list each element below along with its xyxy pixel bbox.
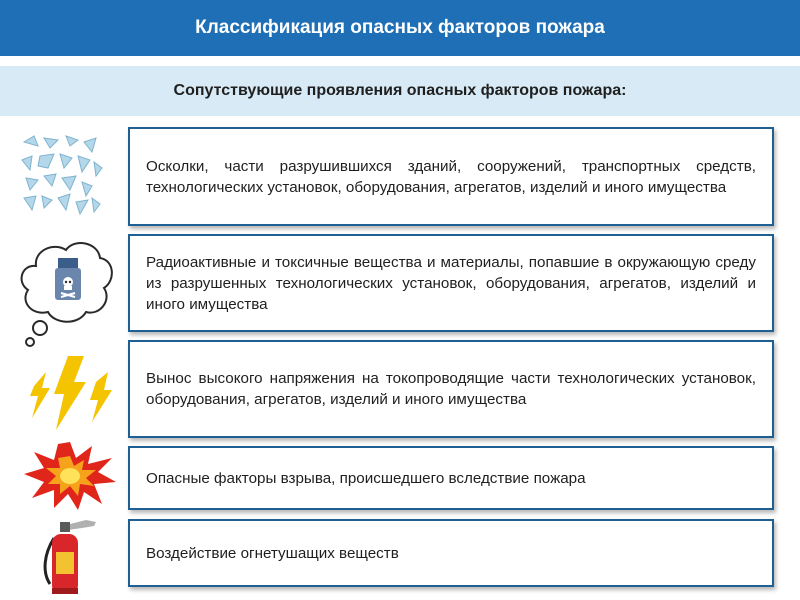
fire-extinguisher-icon [38, 514, 104, 596]
glass-shards-icon [20, 134, 104, 218]
list-item-text: Вынос высокого напряжения на токопроводящие части технологических установок, оборудования, агрегатов, изделий и иного имущества [146, 370, 756, 408]
list-item [128, 519, 774, 587]
section-header [0, 66, 800, 116]
list-item-text: Воздействие огнетушащих веществ [146, 544, 399, 562]
lightning-bolts-icon [26, 352, 116, 434]
list-item [128, 127, 774, 226]
explosion-icon [22, 440, 118, 512]
section-title: Сопутствующие проявления опасных факторов пожара: [173, 82, 627, 99]
list-item-text: Опасные факторы взрыва, происшедшего вследствие пожара [146, 469, 586, 487]
list-item [128, 234, 774, 332]
page-header [0, 0, 800, 56]
list-item-text: Радиоактивные и токсичные вещества и материалы, попавшие в окружающую среду из разрушенных технологических установок, оборудования, агрегатов, изделий и иного имущества [146, 253, 756, 313]
list-item-text: Осколки, части разрушившихся зданий, сооружений, транспортных средств, технологических установок, оборудования, агрегатов, изделий и иного имущества [146, 157, 756, 196]
list-item [128, 446, 774, 510]
page-title: Классификация опасных факторов пожара [195, 17, 605, 38]
list-item [128, 340, 774, 438]
toxic-bottle-cloud-icon [14, 236, 118, 354]
